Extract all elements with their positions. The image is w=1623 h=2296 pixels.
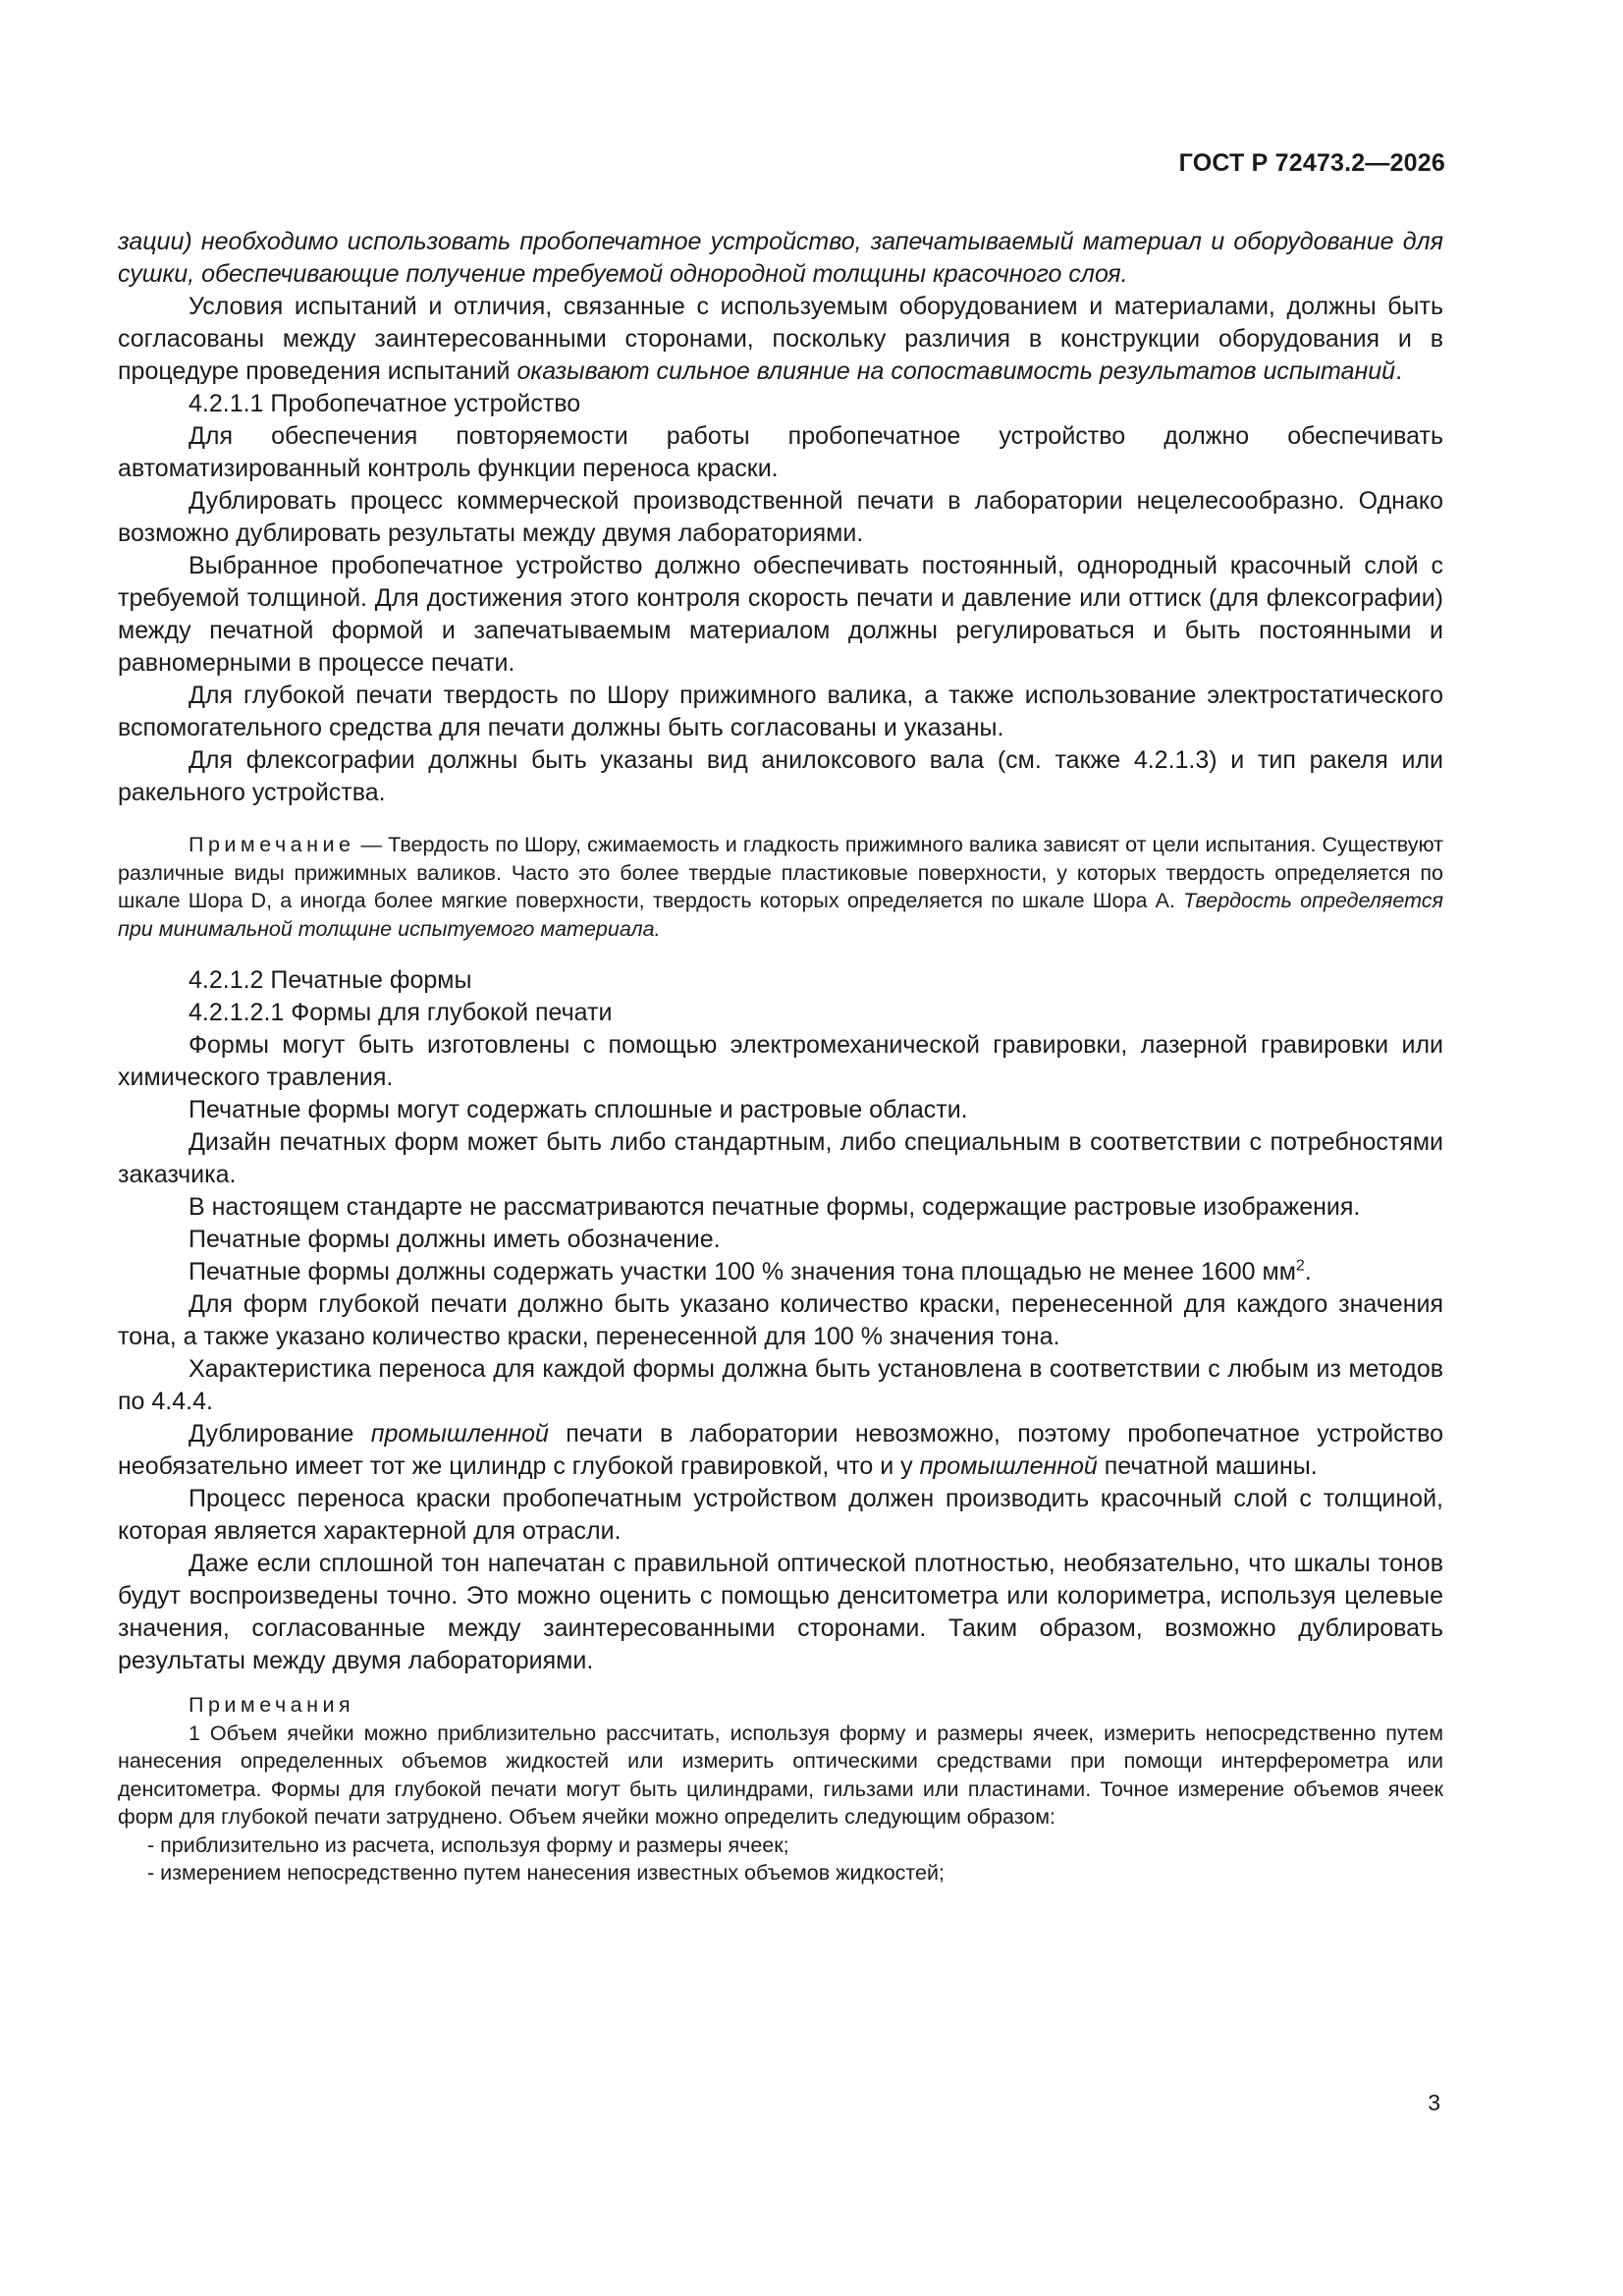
- paragraph: Дублирование промышленной печати в лаборатории невозможно, поэтому пробопечатное устройство необязательно имеет тот же цилиндр с глубокой гравировкой, что и у промышленной печатной машины.: [118, 1420, 1444, 1480]
- section-heading-42121: 4.2.1.2.1 Формы для глубокой печати: [189, 999, 613, 1026]
- paragraph: Для обеспечения повторяемости работы пробопечатное устройство должно обеспечивать автоматизированный контроль функции переноса краски.: [118, 422, 1443, 482]
- notes-label: Примечания: [189, 1693, 355, 1717]
- paragraph: Для форм глубокой печати должно быть указано количество краски, перенесенной для каждого значения тона, а также указано количество краски, перенесенной для 100 % значения тона.: [118, 1290, 1443, 1350]
- paragraph: Выбранное пробопечатное устройство должно обеспечивать постоянный, однородный красочный слой с требуемой толщиной. Для достижения этого контроля скорость печати и давление или оттиск (для флексографии) между печатной формой и запечатываемым материалом должны регулироваться и быть постоянными и равномерными в процессе печати.: [118, 552, 1443, 677]
- section-heading-4211: 4.2.1.1 Пробопечатное устройство: [189, 390, 581, 417]
- paragraph: Печатные формы должны содержать участки 100 % значения тона площадью не менее 1600 $мм^2$.: [189, 1257, 1312, 1285]
- standard-header: ГОСТ Р 72473.2—2026: [1178, 149, 1445, 177]
- paragraph: Для флексографии должны быть указаны вид анилоксового вала (см. также 4.2.1.3) и тип ракеля или ракельного устройства.: [118, 746, 1443, 806]
- list-item: - измерением непосредственно путем нанесения известных объемов жидкостей;: [147, 1861, 945, 1885]
- paragraph: Условия испытаний и отличия, связанные с используемым оборудованием и материалами, должны быть согласованы между заинтересованными сторонами, поскольку различия в конструкции оборудования и в процедуре проведения испытаний оказывают сильное влияние на сопоставимость результатов испытаний.: [118, 293, 1443, 385]
- paragraph: Даже если сплошной тон напечатан с правильной оптической плотностью, необязательно, что шкалы тонов будут воспроизведены точно. Это можно оценить с помощью денситометра или колориметра, используя целевые значения, согласованные между заинтересованными сторонами. Таким образом, возможно дублировать результаты между двумя лабораториями.: [118, 1550, 1443, 1674]
- paragraph: В настоящем стандарте не рассматриваются печатные формы, содержащие растровые изображения.: [189, 1193, 1361, 1221]
- paragraph: зации) необходимо использовать пробопечатное устройство, запечатываемый материал и оборудование для сушки, обеспечивающие получение требуемой однородной толщины красочного слоя.: [118, 228, 1443, 288]
- note-item-1: 1 Объем ячейки можно приблизительно рассчитать, используя форму и размеры ячеек, измерить непосредственно путем нанесения определенных объемов жидкостей или измерить оптическими средствами при помощи интерферометра или денситометра. Формы для глубокой печати могут быть цилиндрами, гильзами или пластинами. Точное измерение объемов ячеек форм для глубокой печати затруднено. Объем ячейки можно определить следующим образом:: [118, 1721, 1443, 1829]
- paragraph: Для глубокой печати твердость по Шору прижимного валика, а также использование электростатического вспомогательного средства для печати должны быть согласованы и указаны.: [118, 682, 1443, 741]
- document-body: [118, 226, 1443, 1887]
- paragraph: Характеристика переноса для каждой формы должна быть установлена в соответствии с любым из методов по 4.4.4.: [118, 1355, 1443, 1415]
- paragraph: Процесс переноса краски пробопечатным устройством должен производить красочный слой с толщиной, которая является характерной для отрасли.: [118, 1485, 1443, 1545]
- paragraph: Печатные формы должны иметь обозначение.: [189, 1226, 721, 1253]
- paragraph: Печатные формы могут содержать сплошные и растровые области.: [189, 1096, 968, 1123]
- note-label: Примечание: [189, 833, 355, 856]
- paragraph: Дизайн печатных форм может быть либо стандартным, либо специальным в соответствии с потребностями заказчика.: [118, 1128, 1443, 1188]
- notes-block: [118, 1691, 1443, 1887]
- paragraph: Формы могут быть изготовлены с помощью электромеханической гравировки, лазерной гравировки или химического травления.: [118, 1031, 1443, 1091]
- paragraph: Дублировать процесс коммерческой производственной печати в лаборатории нецелесообразно. Однако возможно дублировать результаты между двумя лабораториями.: [118, 487, 1443, 547]
- section-heading-4212: 4.2.1.2 Печатные формы: [189, 966, 472, 994]
- page-number: 3: [1428, 2090, 1440, 2115]
- note-block: Примечание — Твердость по Шору, сжимаемость и гладкость прижимного валика зависят от цели испытания. Существуют различные виды прижимных валиков. Часто это более твердые пластиковые поверхности, у которых твердость определяется по шкале Шора D, а иногда более мягкие поверхности, твердость которых определяется по шкале Шора A. Твердость определяется при минимальной толщине испытуемого материала.: [118, 833, 1443, 941]
- list-item: - приблизительно из расчета, используя форму и размеры ячеек;: [147, 1832, 789, 1857]
